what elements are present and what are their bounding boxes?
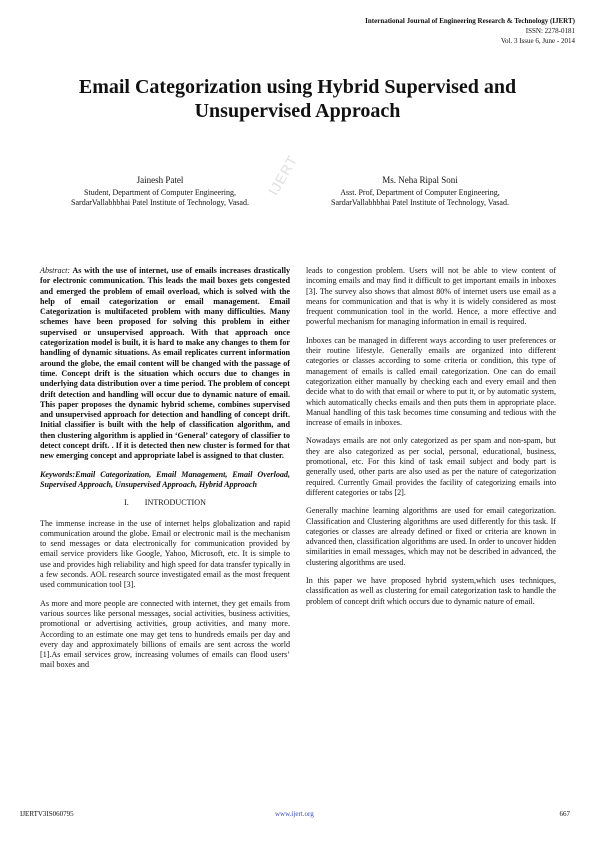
left-column [40,266,290,679]
abstract-label: Abstract: [40,266,71,275]
watermark: IJERT [265,152,301,198]
author-name: Jainesh Patel [136,175,184,185]
paragraph: Nowadays emails are not only categorized as per spam and non-spam, but they are also categorized as per social, personal, educational, business, promotional, etc. For this kind of task email subject and body part is generally used, other parts are also used as per the nature of categorization required. Currently Gmail provides the facility of categorizing emails into different categories or tabs [2]. [306,436,556,497]
author-name: Ms. Neha Ripal Soni [382,175,458,185]
paragraph: As more and more people are connected with internet, they get emails from various sources like personal messages, social activities, business activities, promotional or advertising activities, group activities, and many more. According to an estimate one may get tens to hundreds emails per day and every day and approximately billions of emails are sent across the world [1].As email services grow, increasing volumes of emails can flood users’ mail boxes and [40,598,290,670]
author-role: Asst. Prof, Department of Computer Engineering, [340,187,500,197]
issn: ISSN: 2278-0181 [525,27,575,35]
abstract-text: As with the use of internet, use of emails increases drastically for electronic communication. This leads the mail boxes gets congested and emerged the problem of email overload, which is solved with the help of email categorization or email management. Email Categorization is multifaceted problem with many difficulties. Many schemes have been proposed for solving this problem in either supervised or unsupervised approach. With that approach once categorization model is built, it is hard to make any changes to them for handling of dynamic situations. As email replicates current information around the globe, the email content will be changed with the passage of time. Concept drift is the situation which occurs due to changes in underlying data distribution over a time period. The problem of concept drift detection and handling will occur due to dynamic nature of email. This paper proposes the dynamic hybrid scheme, combines supervised and unsupervised approach for detection and handling of concept drift. Initial classifier is built with the help of classification algorithm, and then clustering algorithm is applied in ‘General’ category of classifier to detect concept drift. . If it is detected then new cluster is formed for that new emerging concept and appropriate label is assigned to that cluster. [40,266,290,461]
volume-issue: Vol. 3 Issue 6, June - 2014 [500,37,575,45]
paragraph: In this paper we have proposed hybrid system,which uses techniques, classification as well as clustering for email categorization task to handle the problem of concept drift which occurs due to dynamic nature of email. [306,576,556,606]
author-institute: SardarVallabhbhai Patel Institute of Technology, Vasad. [71,198,249,207]
paper-id: IJERTV3IS060795 [20,810,74,818]
paragraph: leads to congestion problem. Users will not be able to view content of incoming emails and may find it difficult to get important emails in inboxes [3]. The survey also shows that almost 80% of internet users use email as a means for communication and that is why it is widely considered as most frequent communication tool in the world. Hence, a more effective and powerful mechanism for managing information in email is required. [306,266,556,327]
author-institute: SardarVallabhbhai Patel Institute of Technology, Vasad. [331,198,509,207]
author-block-2 [300,175,540,209]
abstract [40,266,290,462]
keywords: Keywords:Email Categorization, Email Management, Email Overload, Supervised Approach, Unsupervised Approach, Hybrid Approach [40,469,290,489]
journal-url-link[interactable]: www.ijert.org [275,810,314,818]
section-number: I. [124,498,129,508]
section-title: INTRODUCTION [144,498,206,508]
author-role: Student, Department of Computer Engineering, [84,187,236,197]
page-number: 667 [559,810,570,818]
paper-title: Email Categorization using Hybrid Supervised and Unsupervised Approach [78,76,517,122]
right-column [306,266,556,615]
paragraph: The immense increase in the use of internet helps globalization and rapid communication around the globe. Email or electronic mail is the mechanism to send messages or data electronically for communication provided by email service providers like Google, Yahoo, Microsoft, etc. It is simple to use and provides high reliability and high speed for data transfer typically in a few seconds. AOL research source investigated email as the most frequent used communication tool [3]. [40,518,290,590]
paragraph: Inboxes can be managed in different ways according to user preferences or their routine lifestyle. Generally emails are organized into different categories or classes according to some criteria or condition, this type of management of emails is called email categorization. One can do email categorization either manually by checking each and every email and then decide what to do with that email or where to put it, or by automatic system, which automatically checks emails and then puts them in appropriate place. Manual handling of this task becomes time consuming and tedious with the increase of emails in inboxes. [306,335,556,428]
paragraph: Generally machine learning algorithms are used for email categorization. Classification and Clustering algorithms are used differently for this task. If categories or classes are already defined or fixed or criteria are known in advanced then, classification algorithms are used. In order to uncover hidden similarities in email messages, which may not be described in advanced, the clustering algorithms are used. [306,506,556,567]
section-heading [40,498,290,508]
author-block-1 [40,175,280,209]
journal-name: International Journal of Engineering Research & Technology (IJERT) [365,17,575,25]
